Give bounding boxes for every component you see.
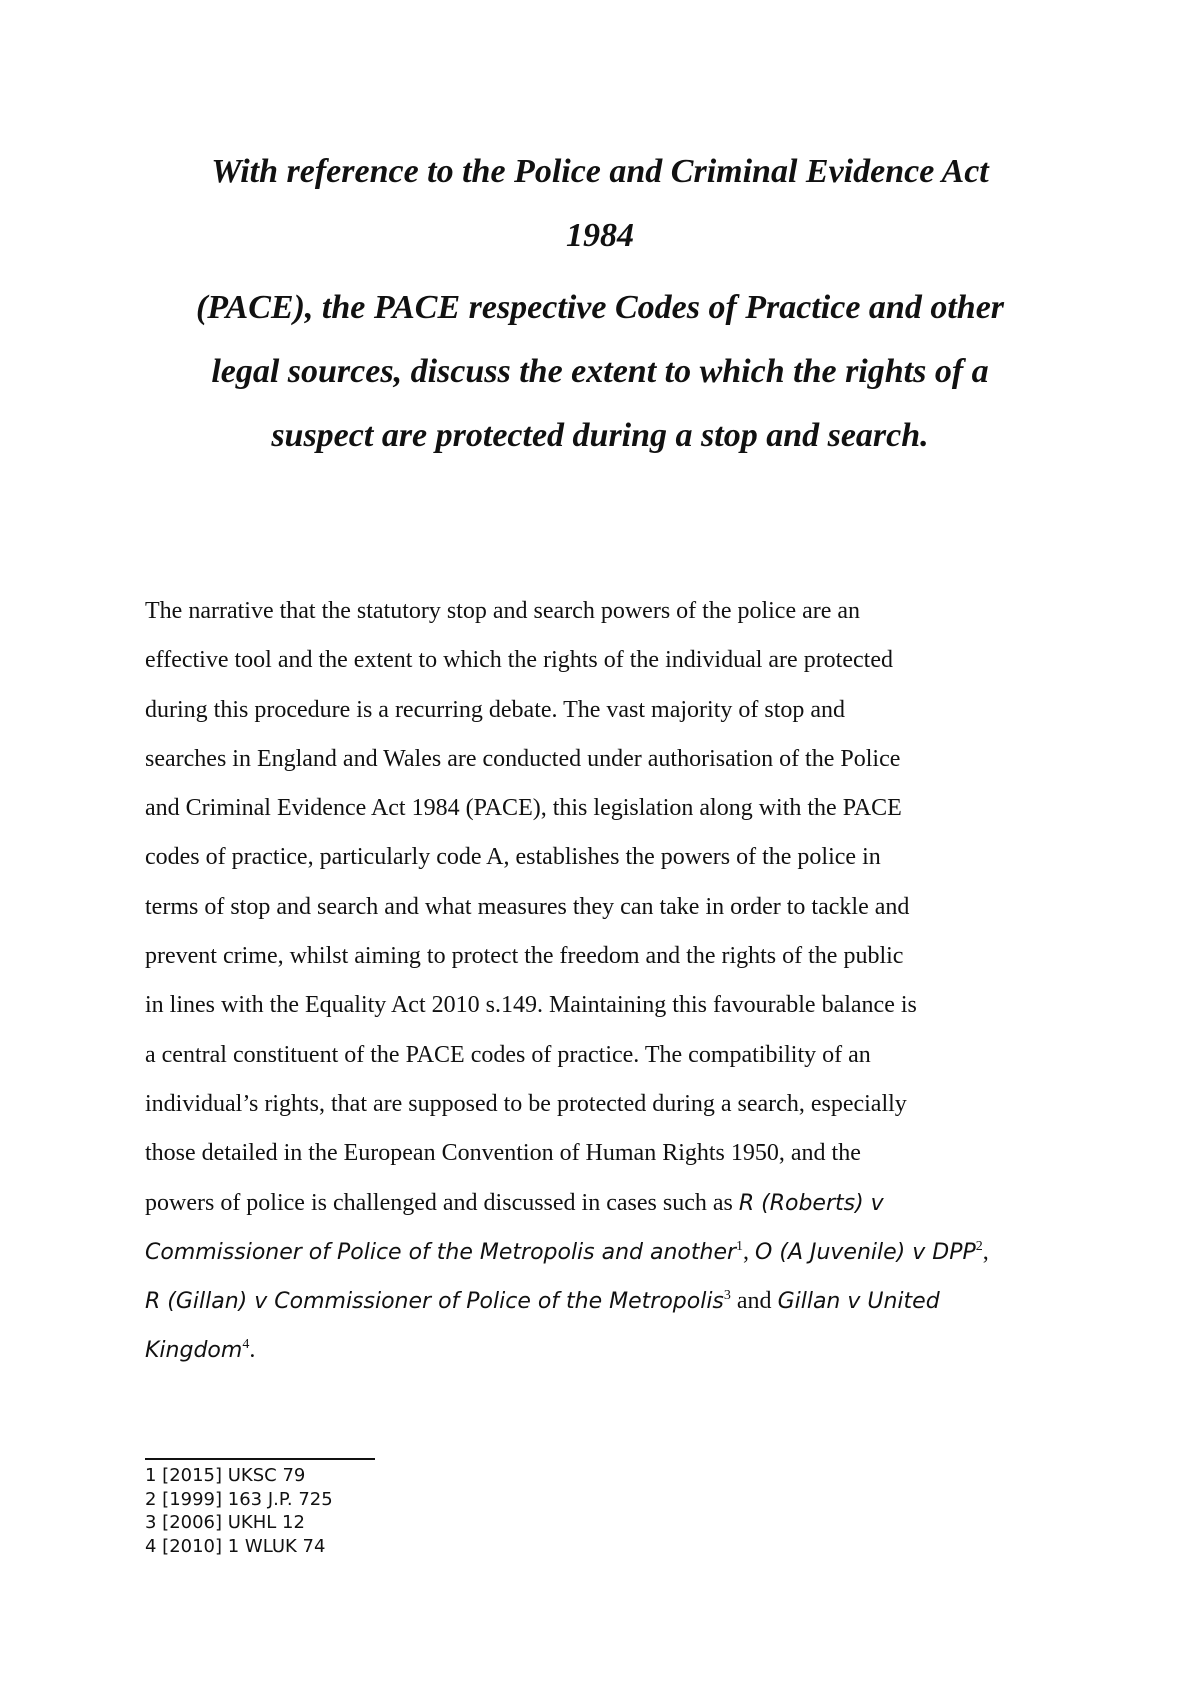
case-citation-gillan-echr: Gillan v United	[777, 1289, 940, 1315]
body-line: and Criminal Evidence Act 1984 (PACE), this legislation along with the PACE	[145, 795, 902, 822]
end-period: .	[249, 1337, 256, 1364]
body-line: a central constituent of the PACE codes of practice. The compatibility of an	[145, 1041, 871, 1068]
case-citation-juvenile: O (A Juvenile) v DPP	[755, 1239, 976, 1265]
body-paragraph	[145, 587, 1075, 1376]
body-line: during this procedure is a recurring debate. The vast majority of stop and	[145, 696, 846, 723]
body-line	[145, 1228, 1075, 1277]
body-line: in lines with the Equality Act 2010 s.149. Maintaining this favourable balance is	[145, 992, 917, 1019]
footnote-ref-2[interactable]: 2	[975, 1238, 983, 1254]
footnote-ref-4[interactable]: 4	[242, 1337, 250, 1353]
essay-title	[145, 140, 1055, 468]
case-citation-roberts: R (Roberts) v	[738, 1190, 884, 1216]
body-line: searches in England and Wales are conducted under authorisation of the Police	[145, 745, 901, 772]
footnote-ref-1[interactable]: 1	[736, 1238, 744, 1254]
title-line-5: suspect are protected during a stop and search.	[271, 417, 929, 454]
case-citation-roberts-cont: Commissioner of Police of the Metropolis and another	[145, 1239, 737, 1265]
title-line-2: 1984	[566, 217, 634, 254]
footnote-ref-3[interactable]: 3	[723, 1288, 731, 1304]
separator: ,	[982, 1238, 989, 1265]
body-line: terms of stop and search and what measures they can take in order to tackle and	[145, 893, 910, 920]
footnotes	[145, 1464, 333, 1558]
body-line: those detailed in the European Convention of Human Rights 1950, and the	[145, 1140, 861, 1167]
body-line: The narrative that the statutory stop and search powers of the police are an	[145, 598, 861, 624]
body-line: prevent crime, whilst aiming to protect the freedom and the rights of the public	[145, 943, 904, 970]
title-line-1: With reference to the Police and Criminal Evidence Act	[211, 153, 989, 190]
body-line: effective tool and the extent to which the rights of the individual are protected	[145, 647, 893, 674]
body-line	[145, 1179, 1075, 1228]
body-text-segment: powers of police is challenged and discussed in cases such as	[145, 1189, 739, 1216]
body-line: individual’s rights, that are supposed to be protected during a search, especially	[145, 1090, 907, 1117]
separator: ,	[743, 1238, 756, 1265]
footnote-4: 4 [2010] 1 WLUK 74	[145, 1535, 326, 1557]
case-citation-gillan-hl: R (Gillan) v Commissioner of Police of the Metropolis	[145, 1289, 724, 1315]
conjunction: and	[730, 1288, 778, 1315]
footnote-separator	[145, 1458, 375, 1460]
body-line	[145, 1326, 1075, 1375]
body-line	[145, 1277, 1075, 1326]
body-line: codes of practice, particularly code A, establishes the powers of the police in	[145, 844, 881, 871]
title-line-4: legal sources, discuss the extent to which the rights of a	[211, 353, 989, 390]
footnote-1: 1 [2015] UKSC 79	[145, 1465, 306, 1486]
footnote-3: 3 [2006] UKHL 12	[145, 1512, 305, 1533]
case-citation-gillan-echr-cont: Kingdom	[145, 1338, 243, 1364]
footnote-2: 2 [1999] 163 J.P. 725	[145, 1488, 333, 1510]
title-line-3: (PACE), the PACE respective Codes of Practice and other	[195, 289, 1005, 326]
